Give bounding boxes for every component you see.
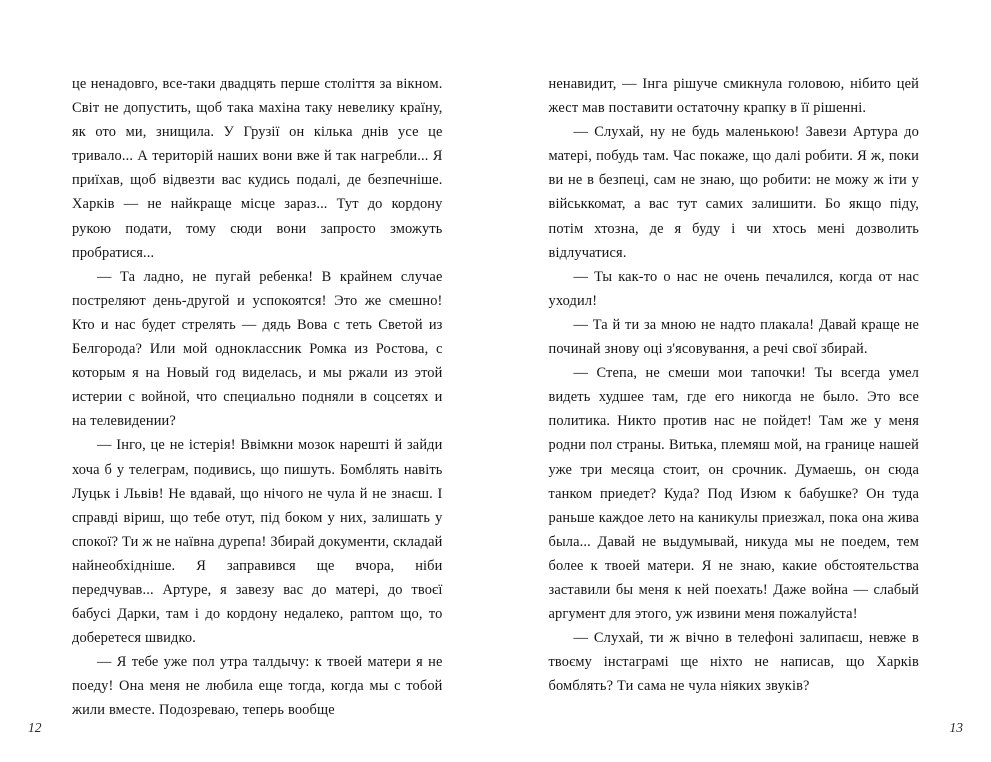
text-column-left [72,72,443,723]
paragraph: — Ты как-то о нас не очень печалился, когда от нас уходил! [548,268,919,309]
page-number-right: 13 [949,720,963,735]
paragraph: — Слухай, ти ж вічно в телефоні залипаєш, невже в твоєму інстаграмі ще ніхто не написав, що Харків бомблять? Ти сама не чула ніяких звуків? [548,630,919,695]
page-right [496,0,991,762]
page-number-left: 12 [28,720,42,735]
paragraph: — Та ладно, не пугай ребенка! В крайнем случае постреляют день-другой и успокоятся! Это же смешно! Кто и нас будет стрелять — дядь Вова с теть Светой из Белгорода? Или мой одноклассник Ромка из Ростова, с которым я на Новый год виделась, и мы ржали из этой истерии с войной, что специально подняли в соцсетях и на телевидении? [72,268,443,430]
paragraph: ненавидит, — Інга рішуче смикнула головою, нібито цей жест мав поставити остаточну крапку в її рішенні. [548,76,919,117]
paragraph: — Слухай, ну не будь маленькою! Завези Артура до матері, побудь там. Час покаже, що далі робити. Я ж, поки ви не в безпеці, сам не знаю, що робити: не можу ж іти у військкомат, а вас тут самих залишити. Бо якщо піду, потім хтозна, де я буду і чи хтось мені дозволить відлучатися. [548,124,919,261]
paragraph: — Та й ти за мною не надто плакала! Давай краще не починай знову оці з'ясовування, а речі свої збирай. [548,316,919,358]
paragraph: це ненадовго, все-таки двадцять перше століття за вікном. Світ не допустить, щоб така махіна таку невелику країну, як ото ми, знищила. У Грузії он кілька днів усе це тривало... А територій наших вони вже й так нагребли... Я приїхав, щоб відвезти вас кудись подалі, де безпечніше. Харків — не найкраще місце зараз... Тут до кордону рукою подати, тому сюди вони запросто зможуть пробратися... [72,76,443,261]
paragraph: — Степа, не смеши мои тапочки! Ты всегда умел видеть худшее там, где его никогда не было. Это все политика. Никто против нас не пойдет! Там же у меня родни пол страны. Витька, племяш мой, на границе нашей уже три месяца стоит, он срочник. Думаешь, он сюда танком приедет? Куда? Под Изюм к бабушке? Он туда раньше каждое лето на каникулы приезжал, пока она жива была... Давай не выдумывай, никуда мы не поедем, тем более к твоей матери. Я не знаю, какие обстоятельства заставили бы меня к ней поехать! Даже война — слабый аргумент для этого, уж извини меня пожалуйста! [548,365,919,623]
text-column-right [549,72,920,698]
paragraph: — Я тебе уже пол утра талдычу: к твоей матери я не поеду! Она меня не любила еще тогда, когда мы с тобой жили вместе. Подозреваю, теперь вообще [72,654,443,719]
paragraph: — Інго, це не істерія! Ввімкни мозок нарешті й зайди хоча б у телеграм, подивись, що пишуть. Бомблять навіть Луцьк і Львів! Не вдавай, що нічого не чула й не знаєш. І справді віриш, що тебе отут, під боком у них, залишать у спокої? Ти ж не наївна дурепа! Збирай документи, складай найнеобхідніше. Я заправився ще вчора, ніби передчував... Артуре, я завезу вас до матері, до твоєї бабусі Дарки, там і до кордону недалеко, раптом що, то доберетеся швидко. [72,437,443,647]
